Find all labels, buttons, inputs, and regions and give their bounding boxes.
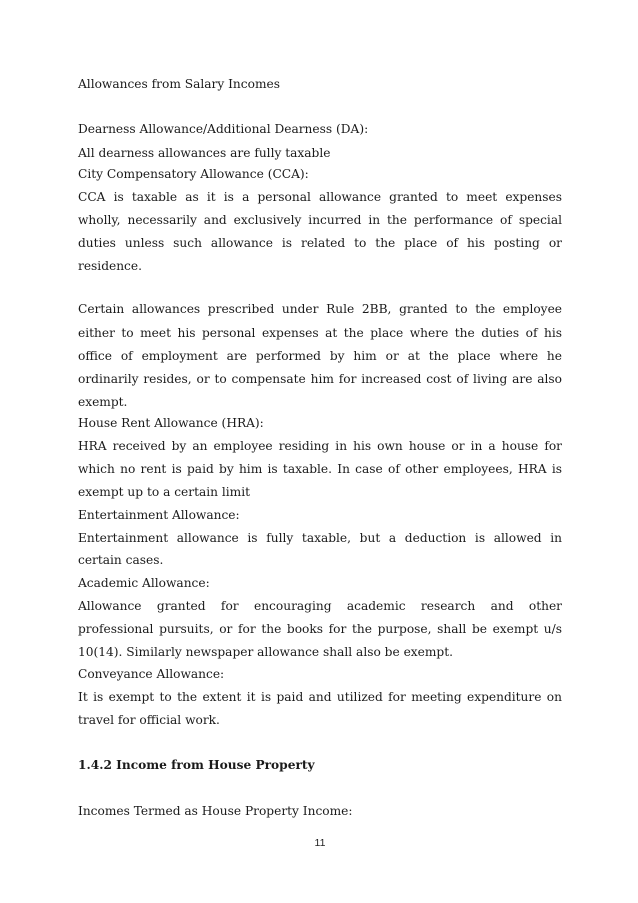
conveyance-heading: Conveyance Allowance: <box>78 667 225 681</box>
academic-line-2: professional pursuits, or for the books for the purpose, shall be exempt u/s <box>78 622 562 636</box>
entertainment-line-2: certain cases. <box>78 553 164 567</box>
entertainment-line-1: Entertainment allowance is fully taxable, but a deduction is allowed in <box>78 531 562 545</box>
document-page <box>78 0 562 903</box>
rule2bb-line-2: either to meet his personal expenses at the place where the duties of his <box>78 326 562 340</box>
section-text: Incomes Termed as House Property Income: <box>78 804 353 818</box>
rule2bb-line-4: ordinarily resides, or to compensate him for increased cost of living are also <box>78 372 562 386</box>
hra-heading: House Rent Allowance (HRA): <box>78 416 264 430</box>
rule2bb-line-5: exempt. <box>78 395 128 409</box>
cca-line-1: CCA is taxable as it is a personal allowance granted to meet expenses <box>78 190 562 204</box>
page-number: 11 <box>314 837 326 849</box>
hra-line-3: exempt up to a certain limit <box>78 485 250 499</box>
cca-line-4: residence. <box>78 259 142 273</box>
hra-line-2: which no rent is paid by him is taxable. In case of other employees, HRA is <box>78 462 562 476</box>
rule2bb-line-3: office of employment are performed by him or at the place where he <box>78 349 562 363</box>
academic-line-1: Allowance granted for encouraging academic research and other <box>78 599 562 613</box>
hra-line-1: HRA received by an employee residing in his own house or in a house for <box>78 439 562 453</box>
da-heading: Dearness Allowance/Additional Dearness (DA): <box>78 122 369 136</box>
academic-heading: Academic Allowance: <box>78 576 210 590</box>
da-text: All dearness allowances are fully taxable <box>78 146 331 160</box>
rule2bb-line-1: Certain allowances prescribed under Rule 2BB, granted to the employee <box>78 302 562 316</box>
cca-line-3: duties unless such allowance is related to the place of his posting or <box>78 236 562 250</box>
cca-line-2: wholly, necessarily and exclusively incurred in the performance of special <box>78 213 562 227</box>
conveyance-line-1: It is exempt to the extent it is paid and utilized for meeting expenditure on <box>78 690 562 704</box>
entertainment-heading: Entertainment Allowance: <box>78 508 240 522</box>
page-title: Allowances from Salary Incomes <box>78 77 280 91</box>
conveyance-line-2: travel for official work. <box>78 713 220 727</box>
academic-line-3: 10(14). Similarly newspaper allowance shall also be exempt. <box>78 645 453 659</box>
section-heading: 1.4.2 Income from House Property <box>78 758 315 772</box>
cca-heading: City Compensatory Allowance (CCA): <box>78 167 309 181</box>
